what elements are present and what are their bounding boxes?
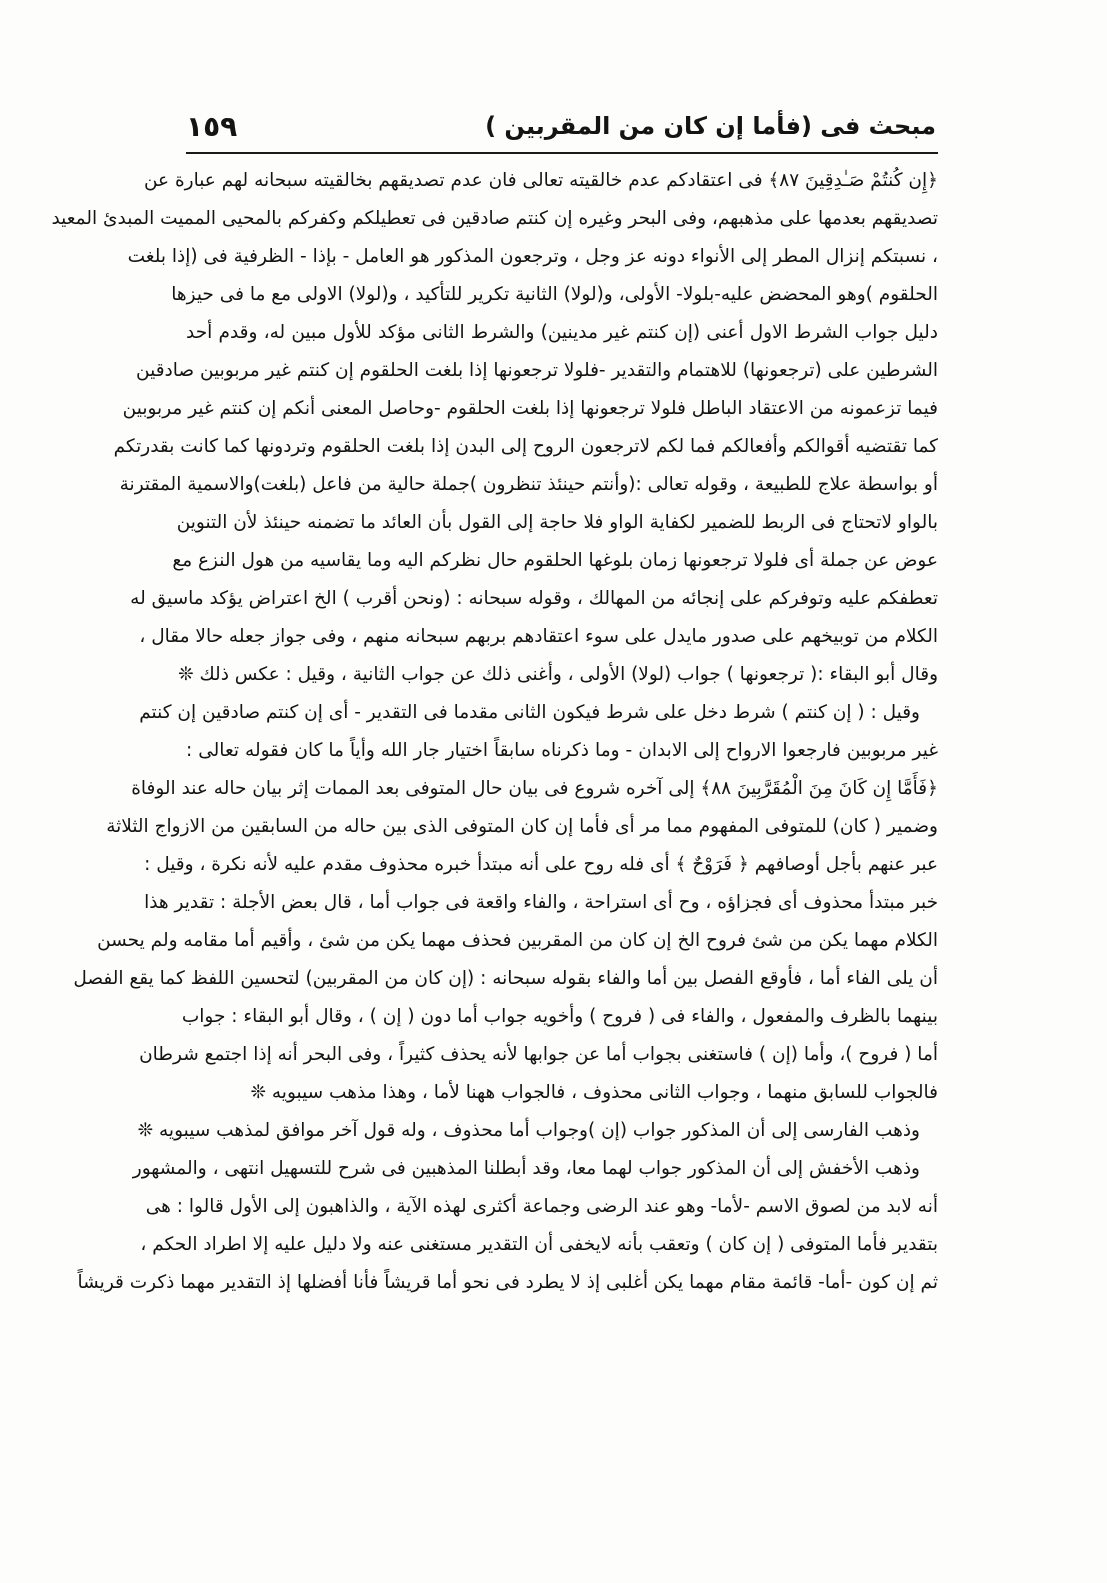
text-line: وذهب الأخفش إلى أن المذكور جواب لهما معا، وقد أبطلنا المذهبين فى شرح للتسهيل انتهى ، والمشهور (132, 1158, 920, 1179)
text-line: عبر عنهم بأجل أوصافهم ﴿ فَرَوْحٌ ﴾ أى فله روح على أنه مبتدأ خبره محذوف مقدم عليه لأنه نكرة ، وقيل : (144, 854, 938, 875)
text-line: الشرطين على (ترجعونها) للاهتمام والتقدير -فلولا ترجعونها إذا بلغت الحلقوم إن كنتم غير مربوبين صادقين (136, 360, 938, 381)
text-line: وذهب الفارسى إلى أن المذكور جواب (إن )وجواب أما محذوف ، وله قول آخر موافق لمذهب سيبويه ❊ (137, 1120, 920, 1141)
text-line: وقال أبو البقاء :( ترجعونها ) جواب (لولا) الأولى ، وأغنى ذلك عن جواب الثانية ، وقيل : عكس ذلك ❊ (178, 664, 938, 685)
text-line: ثم إن كون -أما- قائمة مقام مهما يكن أغلبى إذ لا يطرد فى نحو أما قريشاً فأنا أفضلها إذ التقدير مهما ذكرت قريشاً (77, 1272, 938, 1293)
header-divider (186, 152, 938, 154)
text-line: فالجواب للسابق منهما ، وجواب الثانى محذوف ، فالجواب ههنا لأما ، وهذا مذهب سيبويه ❊ (250, 1082, 938, 1103)
text-line: أما ( فروح )، وأما (إن ) فاستغنى بجواب أما عن جوابها لأنه يحذف كثيراً ، وفى البحر أنه إذا اجتمع شرطان (139, 1044, 938, 1065)
text-line: أو بواسطة علاج للطبيعة ، وقوله تعالى :(وأنتم حينئذ تنظرون )جملة حالية من فاعل (بلغت)والاسمية المقترنة (119, 474, 938, 495)
text-line: الكلام من توبيخهم على صدور مايدل على سوء اعتقادهم بربهم سبحانه منهم ، وفى جواز جعله حالا مقال ، (139, 626, 938, 647)
text-line: الحلقوم )وهو المحضض عليه-بلولا- الأولى، و(لولا) الثانية تكرير للتأكيد ، و(لولا) الاولى مع ما فى حيزها (171, 284, 938, 305)
text-line: ، نسبتكم إنزال المطر إلى الأنواء دونه عز وجل ، وترجعون المذكور هو العامل - بإذا - الظرفية فى (إذا بلغت (127, 246, 938, 267)
text-line: خبر مبتدأ محذوف أى فجزاؤه ، وح أى استراحة ، والفاء واقعة فى جواب أما ، قال بعض الأجلة : تقدير هذا (144, 892, 938, 913)
text-line: فيما تزعمونه من الاعتقاد الباطل فلولا ترجعونها إذا بلغت الحلقوم -وحاصل المعنى أنكم إن كنتم غير مربوبين (122, 398, 938, 419)
text-line: وقيل : ( إن كنتم ) شرط دخل على شرط فيكون الثانى مقدما فى التقدير - أى إن كنتم صادقين إن كنتم (139, 702, 920, 723)
text-line: الكلام مهما يكن من شئ فروح الخ إن كان من المقربين فحذف مهما يكن من شئ ، وأقيم أما مقامه ولم يحسن (97, 930, 938, 951)
text-line: عوض عن جملة أى فلولا ترجعونها زمان بلوغها الحلقوم حال نظركم اليه وما يقاسيه من هول النزع مع (172, 550, 938, 571)
text-line: دليل جواب الشرط الاول أعنى (إن كنتم غير مدينين) والشرط الثانى مؤكد للأول مبين له، وقدم أحد (186, 322, 938, 343)
text-line: أنه لابد من لصوق الاسم -لأما- وهو عند الرضى وجماعة أكثرى لهذه الآية ، والذاهبون إلى الأول قالوا : هى (145, 1196, 938, 1217)
running-title: مبحث فى (فأما إن كان من المقربين ) (485, 112, 936, 140)
text-line: تصديقهم بعدمها على مذهبهم، وفى البحر وغيره إن كنتم صادقين فى تعطيلكم وكفركم بالمحيى المميت المبدئ المعيد (51, 208, 938, 229)
text-line: غير مربوبين فارجعوا الارواح إلى الابدان - وما ذكرناه سابقاً اختيار جار الله وأياً ما كان فقوله تعالى : (186, 740, 938, 761)
page-header (186, 110, 936, 150)
text-line: تعطفكم عليه وتوفركم على إنجائه من المهالك ، وقوله سبحانه : (ونحن أقرب ) الخ اعتراض يؤكد ماسيق له (130, 588, 938, 609)
text-line: بينهما بالظرف والمفعول ، والفاء فى ( فروح ) وأخويه جواب أما دون ( إن ) ، وقال أبو البقاء : جواب (181, 1006, 938, 1027)
text-line: كما تقتضيه أقوالكم وأفعالكم فما لكم لاترجعون الروح إلى البدن إذا بلغت الحلقوم وتردونها كما كانت بقدرتكم (113, 436, 938, 457)
quran-verse-line: ﴿فَأَمَّا إِن كَانَ مِنَ الْمُقَرَّبِينَ ٨٨﴾ إلى آخره شروع فى بيان حال المتوفى بعد الممات إثر بيان حاله عند الوفاة (131, 778, 938, 799)
text-line: بالواو لاتحتاج فى الربط للضمير لكفاية الواو فلا حاجة إلى القول بأن العائد ما تضمنه حينئذ لأن التنوين (176, 512, 938, 533)
text-line: أن يلى الفاء أما ، فأوقع الفصل بين أما والفاء بقوله سبحانه : (إن كان من المقربين) لتحسين اللفظ كما يقع الفصل (73, 968, 938, 989)
page-number: ١٥٩ (186, 110, 238, 143)
body-text (51, 162, 938, 1302)
text-line: ﴿إِن كُنتُمْ صَـٰدِقِينَ ٨٧﴾ فى اعتقادكم عدم خالقيته تعالى فان عدم تصديقهم بخالقيته سبحانه لهم عبارة عن (143, 170, 938, 191)
text-line: بتقدير فأما المتوفى ( إن كان ) وتعقب بأنه لايخفى أن التقدير مستغنى عنه ولا دليل عليه إلا اطراد الحكم ، (140, 1234, 938, 1255)
text-line: وضمير ( كان) للمتوفى المفهوم مما مر أى فأما إن كان المتوفى الذى بين حاله من السابقين من الازواج الثلاثة (106, 816, 938, 837)
